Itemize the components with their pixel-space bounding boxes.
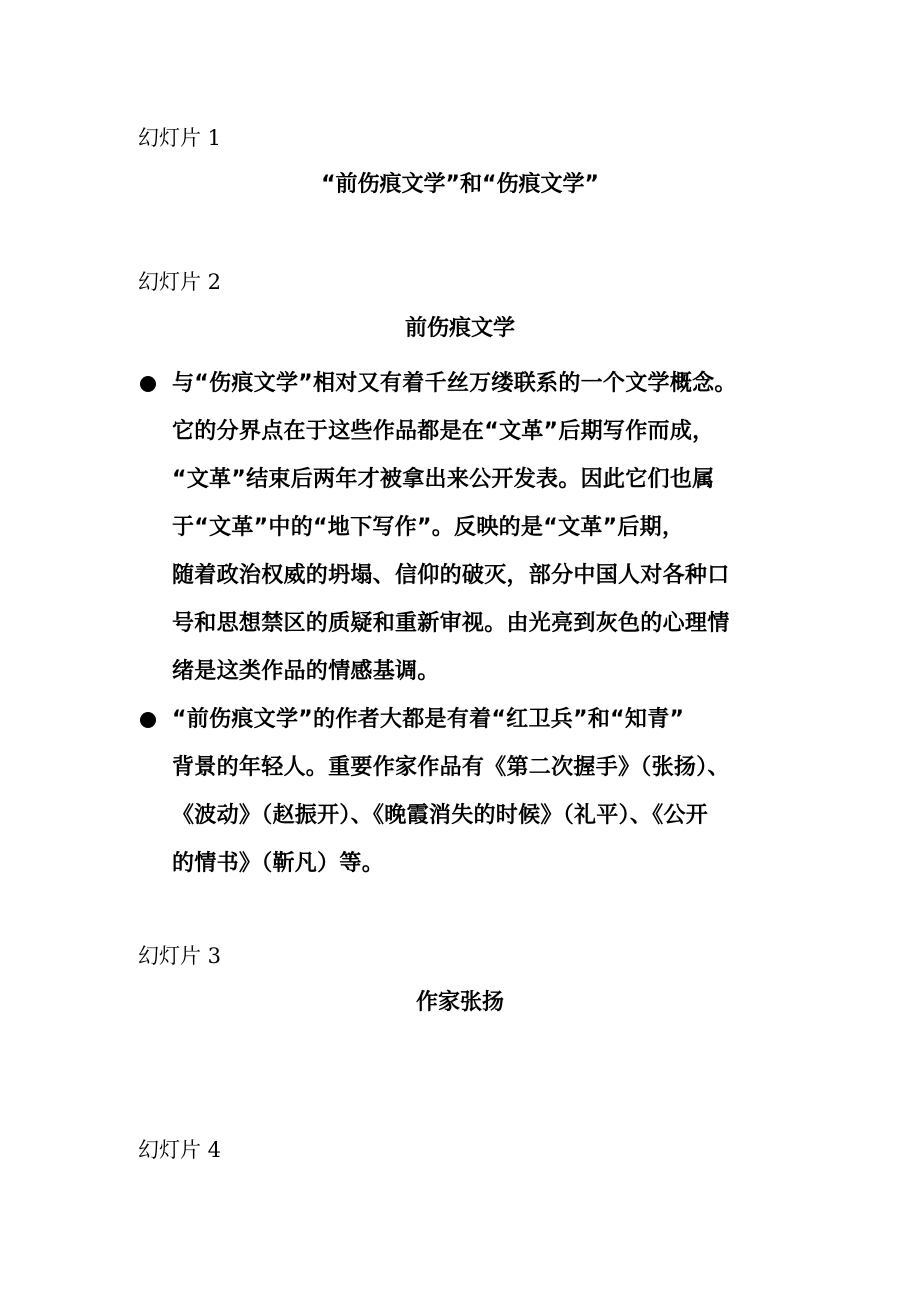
bullet-item	[138, 696, 798, 888]
bullet-line: 随着政治权威的坍塌、信仰的破灭，部分中国人对各种口	[172, 563, 730, 588]
slide-2-title: 前伤痕文学	[404, 316, 515, 341]
bullet-dot-icon	[140, 712, 156, 728]
bullet-line: 与“伤痕文学”相对又有着千丝万缕联系的一个文学概念。	[172, 371, 737, 396]
bullet-line: 号和思想禁区的质疑和重新审视。由光亮到灰色的心理情	[172, 611, 730, 636]
slide-1-label: 幻灯片 1	[138, 126, 222, 150]
bullet-item	[138, 360, 798, 696]
bullet-line: “前伤痕文学”的作者大都是有着“红卫兵”和“知青”	[172, 707, 685, 732]
bullet-line: 于“文革”中的“地下写作”。反映的是“文革”后期，	[172, 515, 685, 540]
bullet-line: “文革”结束后两年才被拿出来公开发表。因此它们也属	[172, 467, 715, 492]
slide-4-label: 幻灯片 4	[138, 1138, 222, 1162]
bullet-line: 绪是这类作品的情感基调。	[172, 659, 440, 684]
slide-2-bullet-list	[138, 360, 798, 888]
bullet-line: 的情书》（靳凡）等。	[172, 851, 385, 876]
slide-2-label: 幻灯片 2	[138, 270, 222, 294]
slide-3-label: 幻灯片 3	[138, 944, 222, 968]
bullet-line: 它的分界点在于这些作品都是在“文革”后期写作而成，	[172, 419, 715, 444]
bullet-dot-icon	[140, 376, 156, 392]
bullet-line: 《波动》（赵振开）、《晚霞消失的时候》（礼平）、《公开	[172, 803, 709, 828]
slide-1-title: “前伤痕文学”和“伤痕文学”	[321, 172, 599, 197]
slide-3-title: 作家张扬	[415, 990, 504, 1015]
bullet-line: 背景的年轻人。重要作家作品有《第二次握手》（张扬）、	[172, 755, 730, 780]
